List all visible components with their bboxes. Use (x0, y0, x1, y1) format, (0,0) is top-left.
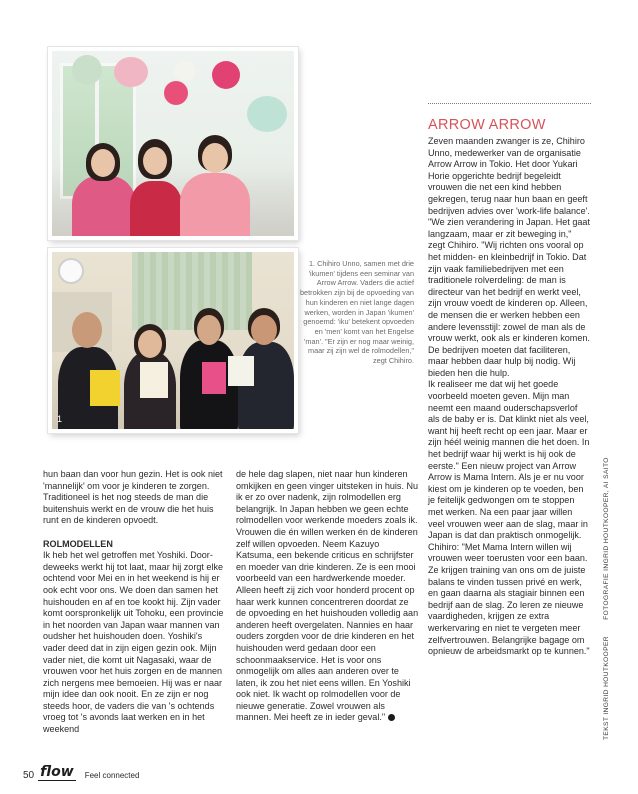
paragraph: hun baan dan voor hun gezin. Het is ook niet 'mannelijk' om voor je kinderen te zorgen. Traditioneel is het nog steeds de man die buitenshuis werkt en de vrouw die het huis runt en de kinderen opvoedt. (43, 469, 223, 526)
photo-caption: 1. Chihiro Unno, samen met drie 'ikumen' tijdens een seminar van Arrow Arrow. Vaders die actief betrokken zijn bij de opvoeding van hun kinderen en niet lange dagen werken, worden in Japan 'ikumen' genoemd: 'iku' betekent opvoeden en 'men' komt van het Engelse 'man'. "Er zijn er nog maar weinig, maar zij zijn wel de rolmodellen," zegt Chihiro. (300, 259, 414, 366)
paragraph: Zeven maanden zwanger is ze, Chihiro Unno, medewerker van de organisatie Arrow Arrow in Tokio. Het door Yukari Horie opgerichte bedrijf begeleidt vrouwen die net een kind hebben gekregen, terug naar hun baan en geeft bedrijven advies over 'work-life balance'. "We zien verandering in Japan. Het gaat langzaam, maar er zit beweging in," zegt Chihiro. "Wij richten ons vooral op het midden- en kleinbedrijf in Tokio. Dat zijn vaak familiebedrijven met een traditionele rolverdeling: de man is directeur van het bedrijf en werkt veel, zijn vrouw voedt de kinderen op. Alleen, de mensen die er werken hebben een andere levensstijl: zowel de man als de vrouw werkt, ook als er kinderen komen. De bedrijven moeten dat faciliteren, maar hebben daar hulp bij nodig. Wij bieden hen die hulp. (428, 136, 590, 378)
section-subhead: ROLMODELLEN (43, 538, 113, 549)
photo-credit: FOTOGRAFIE INGRID HOUTKOOPER, AI SAITO (603, 457, 610, 620)
group-photo (48, 248, 298, 433)
paragraph: Ik realiseer me dat wij het goede voorbeeld moeten geven. Mijn man neemt een maand ouderschapsverlof als de baby er is. Dat klinkt niet als veel, want hij heeft recht op een jaar. Maar er zijn héél weinig mannen die het doen. In het bedrijf waar hij werkt is hij ook de eerste." Een nieuw project van Arrow Arrow is Mama Intern. Als je er nu voor kiest om je kinderen op te voeden, ben je feitelijk gedwongen om te stoppen met werken. Na een paar jaar willen veel vrouwen weer aan de slag, maar in Japan is dat dan praktisch onmogelijk. Chihiro: "Met Mama Intern willen wij vrouwen weer toerusten voor een baan. Ze krijgen training van ons om de juiste balans te vinden tussen privé en werk, en gaan daarna als stagiair binnen een bedrijf aan de slag. Zo leren ze nieuwe vaardigheden, krijgen ze extra werkervaring en niet te vergeten meer zelfvertrouwen. Belangrijke bagage om opnieuw de arbeidsmarkt op te kunnen." (428, 379, 590, 657)
photo-number: 1 (57, 414, 63, 424)
text-credit: TEKST INGRID HOUTKOOPER (603, 636, 610, 740)
article-headline: ARROW ARROW (428, 117, 546, 133)
tagline: Feel connected (84, 771, 140, 780)
left-text-column (43, 469, 227, 736)
middle-text-column (236, 469, 420, 724)
clock-icon (58, 258, 84, 284)
right-text-column (428, 136, 591, 658)
flow-logo: flow (40, 764, 74, 780)
footer (23, 761, 139, 781)
credits (603, 443, 610, 740)
paragraph: Ik heb het wel getroffen met Yoshiki. Doordeweeks werkt hij tot laat, maar hij zorgt elke ochtend voor Mei en in het weekend is hij er ook echt voor ons. We doen dan samen het huishouden en af en toe kookt hij. Zijn vader komt oorspronkelijk uit Tohoku, een provincie in het noorden van Japan waar mannen van oudsher het huishouden doen. Yoshiki's vader deed dat in zijn eigen gezin ook. Mijn vader niet, die komt uit Nagasaki, waar de vrouwen voor het huis zorgen en de mannen zich nergens mee bemoeien. Hij was er naar mijn idee dan ook nooit. En ze zijn er nog steeds hoor, de vaders die van 's ochtends vroeg tot 's avonds laat werken en in het weekend (43, 550, 224, 735)
page-number: 50 (23, 770, 35, 781)
end-mark-icon (388, 714, 395, 721)
family-photo (48, 47, 298, 240)
dotted-divider (428, 103, 591, 104)
paragraph: de hele dag slapen, niet naar hun kinderen omkijken en geen vinger uitsteken in huis. Nu ik er zo over nadenk, zijn rolmodellen erg belangrijk. In Japan hebben we geen echte rolmodellen voor werkende moeders zoals ik. Vrouwen die én willen werken én de kinderen zelf willen opvoeden. Neem Kazuyo Katsuma, een bekende criticus en schrijfster en moeder van drie kinderen. Ze is een mooi voorbeeld van een hardwerkende moeder. Alleen heeft zij zich voor honderd procent op haar werk kunnen concentreren doordat ze de opvoeding en het huishouden volledig aan anderen heeft overgelaten. Nannies en haar ouders zorgden voor de drie kinderen en het huishouden werd gedaan door een schoonmaakservice. Het is voor ons onmogelijk om alles aan anderen over te laten, ik zou het niet eens willen. En Yoshiki ook niet. Ik wacht op rolmodellen voor de nieuwe generatie. Zowel vrouwen als mannen. Mei heeft ze in ieder geval." (236, 469, 419, 723)
